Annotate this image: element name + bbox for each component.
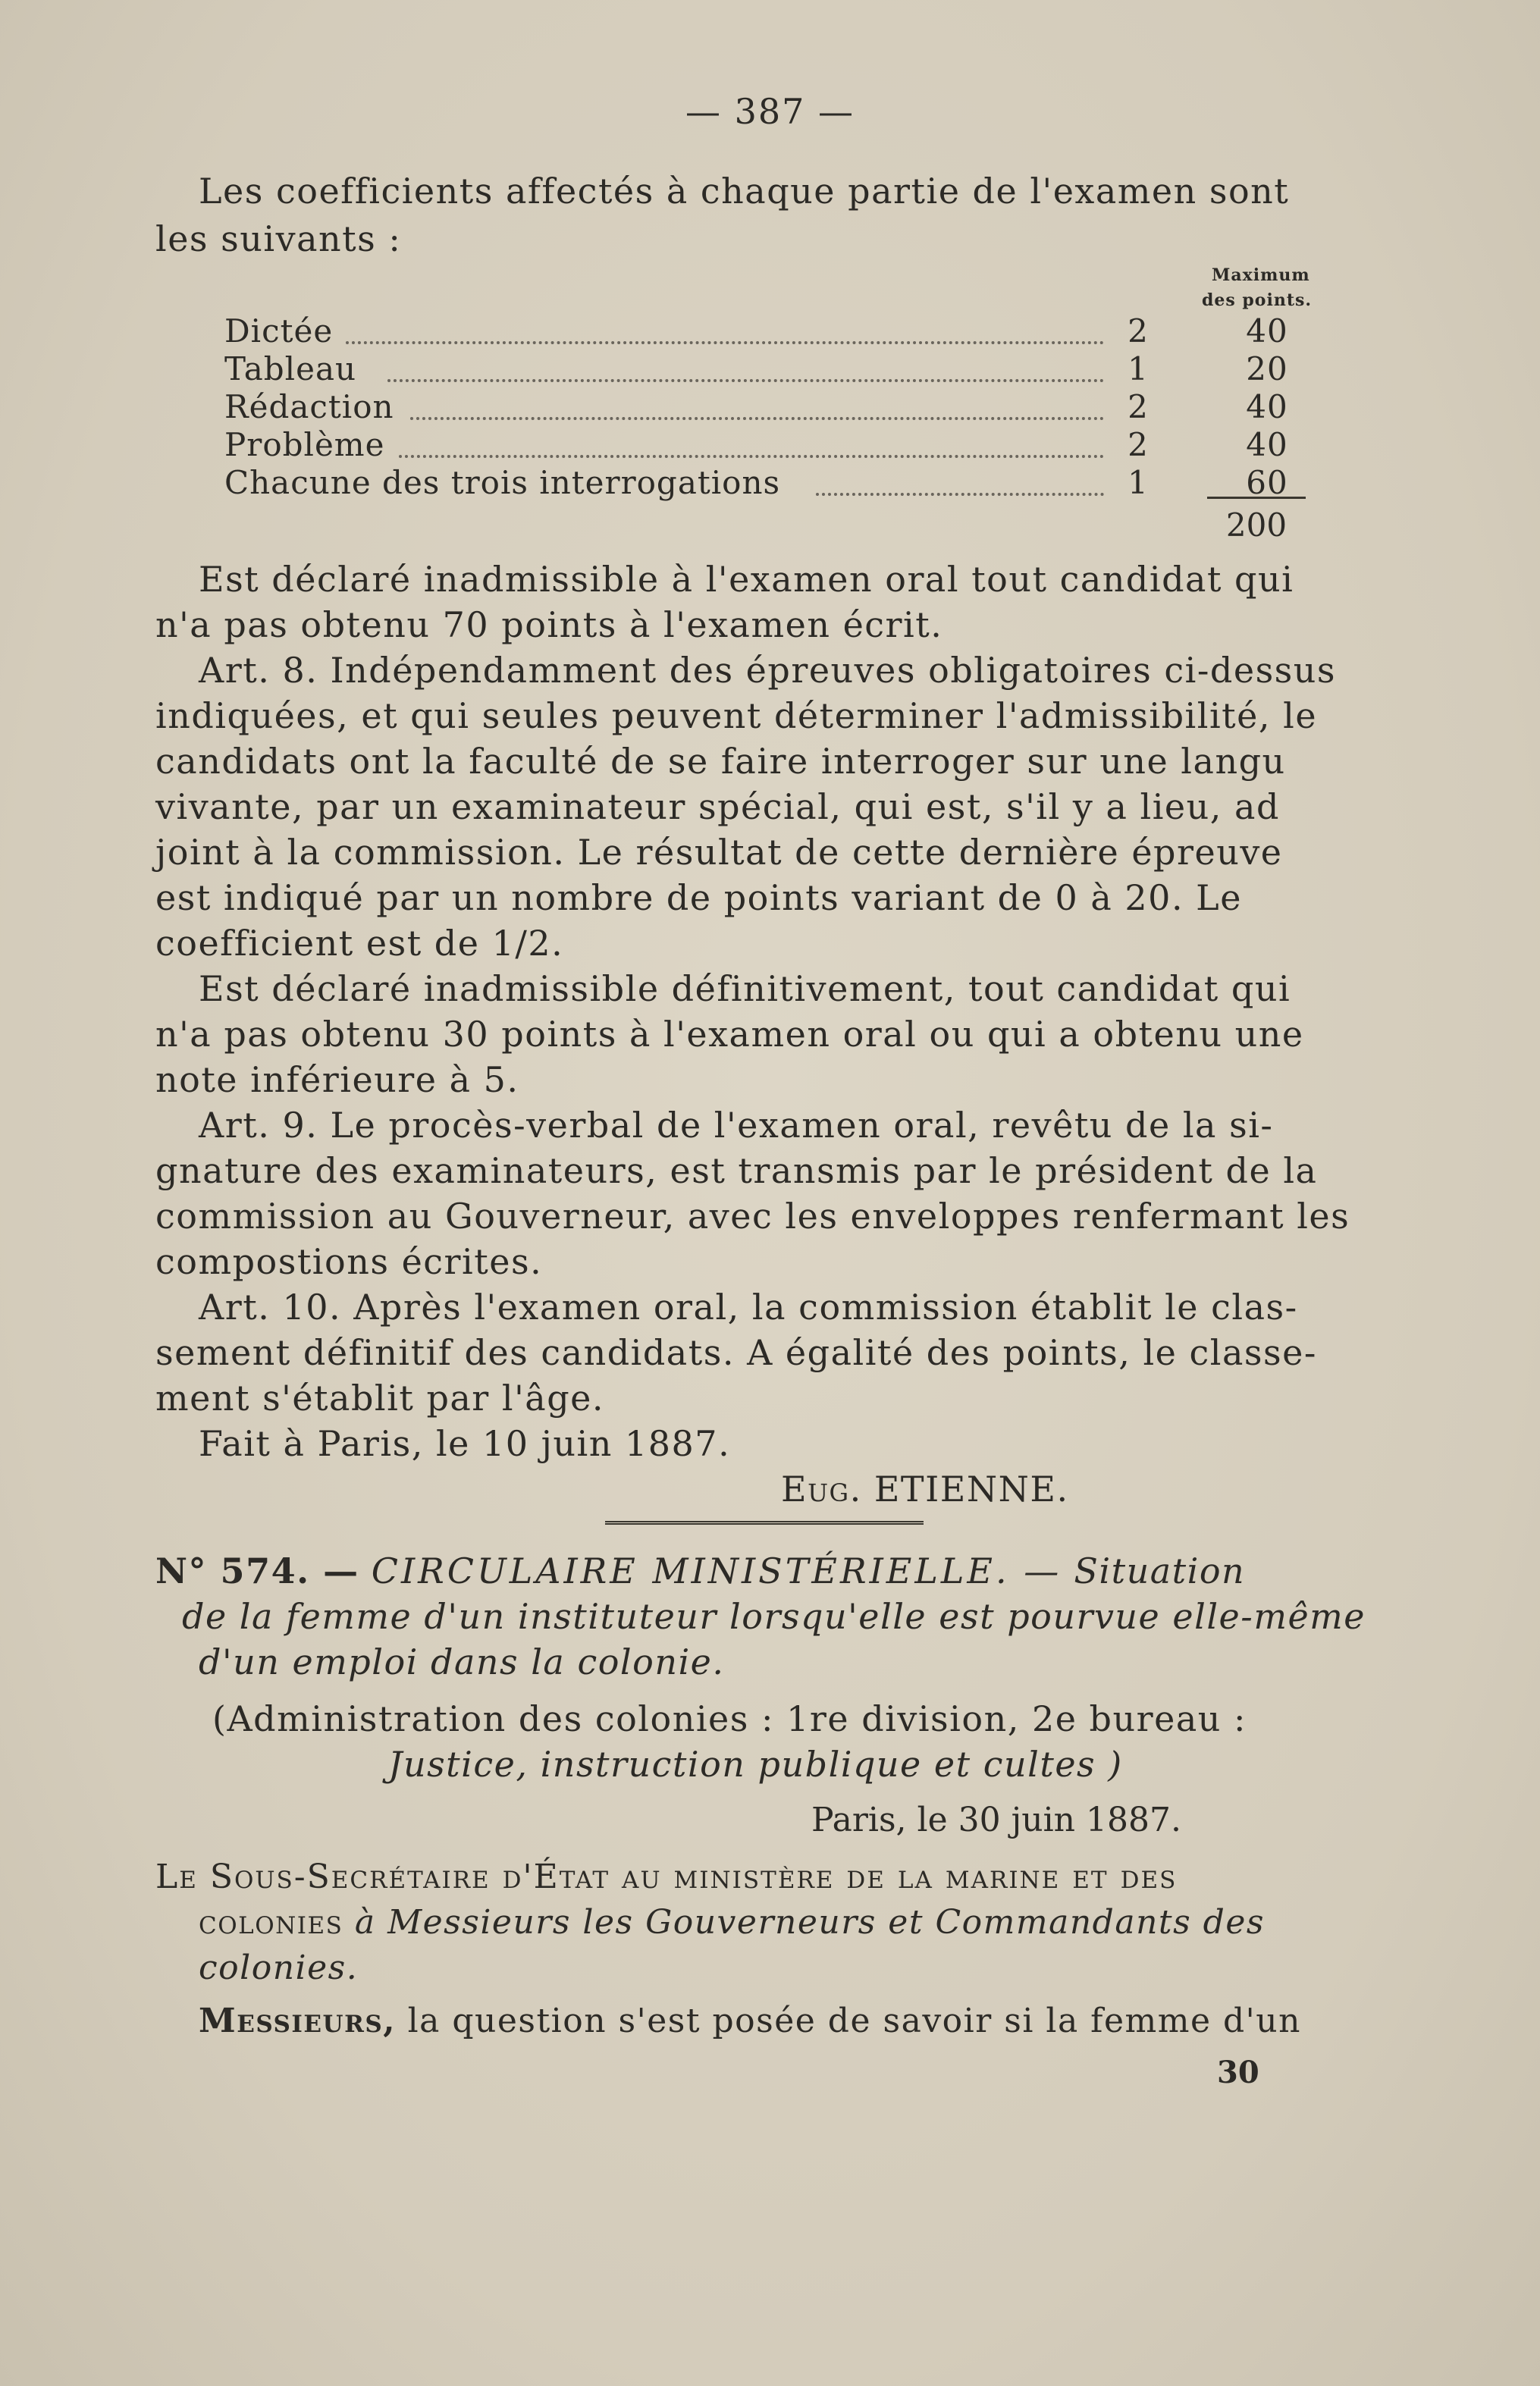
max-header-2: des points.	[1202, 290, 1313, 310]
body-line: est indiqué par un nombre de points variant de 0 à 20. Le	[155, 877, 1242, 918]
circular-title	[155, 1550, 1245, 1591]
max-header-1: Maximum	[1212, 265, 1310, 285]
table-total: 200	[1225, 506, 1288, 544]
body-line: joint à la commission. Le résultat de cette dernière épreuve	[155, 832, 1283, 873]
addressee-governors: à Messieurs les Gouverneurs et Commandants des	[354, 1903, 1265, 1942]
circular-type: CIRCULAIRE MINISTÉRIELLE. —	[371, 1550, 1062, 1591]
row-maximum: 40	[1246, 312, 1288, 350]
row-coefficient: 2	[1128, 312, 1149, 350]
row-coefficient: 2	[1128, 388, 1149, 425]
circular-number: N° 574. —	[155, 1550, 359, 1591]
row-maximum: 40	[1246, 388, 1288, 425]
row-coefficient: 2	[1128, 426, 1149, 463]
body-line: gnature des examinateurs, est transmis par le président de la	[155, 1150, 1318, 1191]
body-line: n'a pas obtenu 30 points à l'examen oral ou qui a obtenu une	[155, 1014, 1304, 1055]
row-label: Tableau	[224, 350, 357, 387]
leader-dots	[399, 417, 1104, 458]
body-line: commission au Gouverneur, avec les enveloppes renfermant les	[155, 1196, 1350, 1237]
table-row	[224, 464, 1301, 502]
salutation: Messieurs,	[199, 2002, 397, 2040]
addressee-colonies: colonies	[199, 1903, 343, 1942]
sum-rule	[1207, 497, 1306, 499]
signature: Eug. ETIENNE.	[781, 1469, 1069, 1510]
row-label: Rédaction	[224, 388, 394, 425]
body-line: Est déclaré inadmissible à l'examen oral tout candidat qui	[199, 559, 1294, 600]
body-line: Art. 9. Le procès-verbal de l'examen oral, revêtu de la si-	[199, 1105, 1274, 1146]
letter-first-line: la question s'est posée de savoir si la femme d'un	[407, 2002, 1301, 2040]
signature-mark: 30	[1217, 2055, 1259, 2090]
section-divider	[605, 1521, 924, 1525]
leader-dots	[816, 455, 1104, 496]
body-line: ment s'établit par l'âge.	[155, 1378, 604, 1419]
body-line: Est déclaré inadmissible définitivement, tout candidat qui	[199, 968, 1291, 1009]
page-number: — 387 —	[685, 91, 855, 132]
intro-line-1: Les coefficients affectés à chaque partie de l'examen sont	[199, 171, 1290, 212]
leader-dots	[387, 341, 1104, 382]
body-line: compostions écrites.	[155, 1241, 543, 1282]
circular-subject-start: Situation	[1074, 1550, 1246, 1591]
row-label: Problème	[224, 426, 385, 463]
body-line: n'a pas obtenu 70 points à l'examen écrit.	[155, 604, 943, 645]
row-maximum: 40	[1246, 426, 1288, 463]
body-line: Art. 8. Indépendamment des épreuves obligatoires ci-dessus	[199, 650, 1337, 691]
administration-subline: Justice, instruction publique et cultes )	[388, 1744, 1123, 1785]
row-maximum: 20	[1246, 350, 1288, 387]
circular-date: Paris, le 30 juin 1887.	[811, 1801, 1181, 1839]
body-line: Art. 10. Après l'examen oral, la commission établit le clas-	[199, 1287, 1298, 1328]
circular-subject-line: d'un emploi dans la colonie.	[199, 1641, 725, 1682]
body-line: candidats ont la faculté de se faire interroger sur une langu	[155, 741, 1286, 782]
letter-opening	[199, 2002, 1301, 2040]
table-row	[224, 426, 1301, 464]
row-coefficient: 1	[1128, 350, 1149, 387]
body-line: indiquées, et qui seules peuvent déterminer l'admissibilité, le	[155, 695, 1318, 736]
row-label: Dictée	[224, 312, 334, 350]
sender-line: Le Sous-Secrétaire d'État au ministère de la marine et des	[155, 1858, 1178, 1896]
addressee-line	[199, 1903, 1265, 1942]
body-line: vivante, par un examinateur spécial, qui est, s'il y a lieu, ad	[155, 786, 1280, 827]
dated-line: Fait à Paris, le 10 juin 1887.	[199, 1423, 731, 1464]
leader-dots	[410, 379, 1104, 420]
body-line: coefficient est de 1/2.	[155, 923, 564, 964]
intro-line-2: les suivants :	[155, 218, 402, 259]
row-label: Chacune des trois interrogations	[224, 464, 781, 501]
body-line: note inférieure à 5.	[155, 1059, 519, 1100]
row-maximum: 60	[1246, 464, 1288, 501]
addressee-line-end: colonies.	[199, 1949, 359, 1987]
row-coefficient: 1	[1128, 464, 1149, 501]
circular-subject-line: de la femme d'un instituteur lorsqu'elle est pourvue elle-même	[182, 1596, 1366, 1637]
administration-line: (Administration des colonies : 1re division, 2e bureau :	[212, 1698, 1247, 1739]
leader-dots	[346, 303, 1104, 344]
body-line: sement définitif des candidats. A égalité des points, le classe-	[155, 1332, 1317, 1373]
